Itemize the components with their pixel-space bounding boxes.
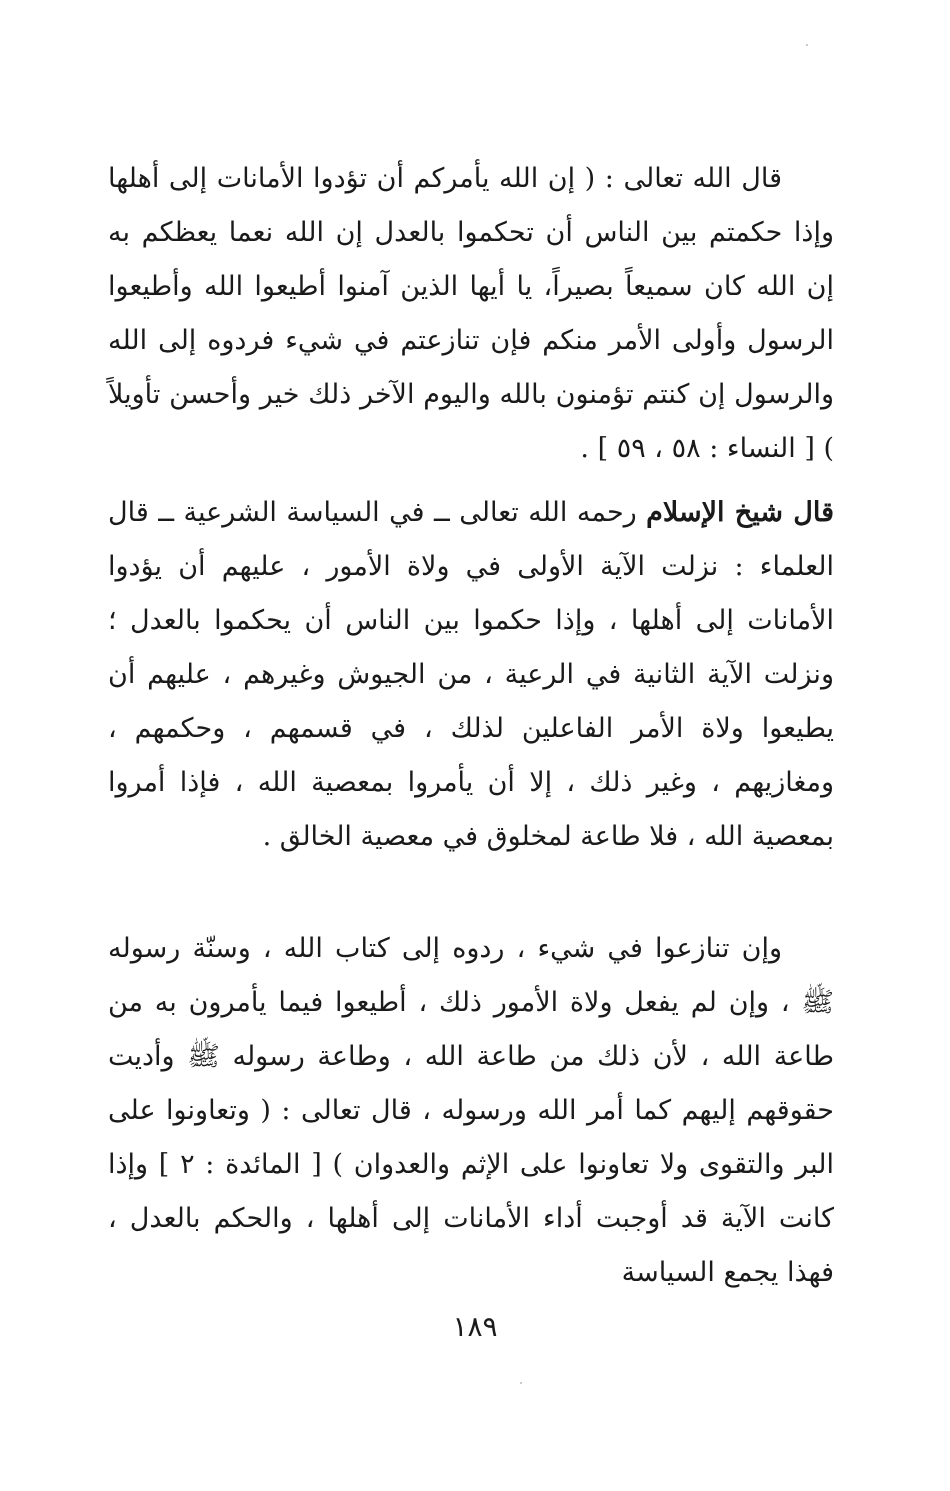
paragraph-2 [108, 486, 834, 864]
page-number: ١٨٩ [452, 1310, 498, 1343]
scan-speck [806, 44, 808, 46]
paragraph-3: وإن تنازعوا في شيء ، ردوه إلى كتاب الله ، وسنّة رسوله ﷺ ، وإن لم يفعل ولاة الأمور ذلك ، أطيعوا فيما يأمرون به من طاعة الله ، لأن ذلك من طاعة الله ، وطاعة رسوله ﷺ وأديت حقوقهم إليهم كما أمر الله ورسوله ، قال تعالى : ( وتعاونوا على البر والتقوى ولا تعاونوا على الإثم والعدوان ) [ المائدة : ٢ ] وإذا كانت الآية قد أوجبت أداء الأمانات إلى أهلها ، والحكم بالعدل ، فهذا يجمع السياسة [108, 933, 835, 1288]
paragraph-2-body: رحمه الله تعالى ــ في السياسة الشرعية ــ قال العلماء : نزلت الآية الأولى في ولاة الأمور ، عليهم أن يؤدوا الأمانات إلى أهلها ، وإذا حكموا بين الناس أن يحكموا بالعدل ؛ ونزلت الآية الثانية في الرعية ، من الجيوش وغيرهم ، عليهم أن يطيعوا ولاة الأمر الفاعلين لذلك ، في قسمهم ، وحكمهم ، ومغازيهم ، وغير ذلك ، إلا أن يأمروا بمعصية الله ، فإذا أمروا بمعصية الله ، فلا طاعة لمخلوق في معصية الخالق . [108, 497, 834, 852]
paragraph-2-lead: قال شيخ الإسلام [646, 497, 834, 528]
paragraph-1: قال الله تعالى : ( إن الله يأمركم أن تؤدوا الأمانات إلى أهلها وإذا حكمتم بين الناس أن تحكموا بالعدل إن الله نعما يعظكم به إن الله كان سميعاً بصيراً، يا أيها الذين آمنوا أطيعوا الله وأطيعوا الرسول وأولى الأمر منكم فإن تنازعتم في شيء فردوه إلى الله والرسول إن كنتم تؤمنون بالله واليوم الآخر ذلك خير وأحسن تأويلاً ) [ النساء : ٥٨ ، ٥٩ ] . [108, 163, 834, 464]
scan-speck [520, 1382, 522, 1384]
